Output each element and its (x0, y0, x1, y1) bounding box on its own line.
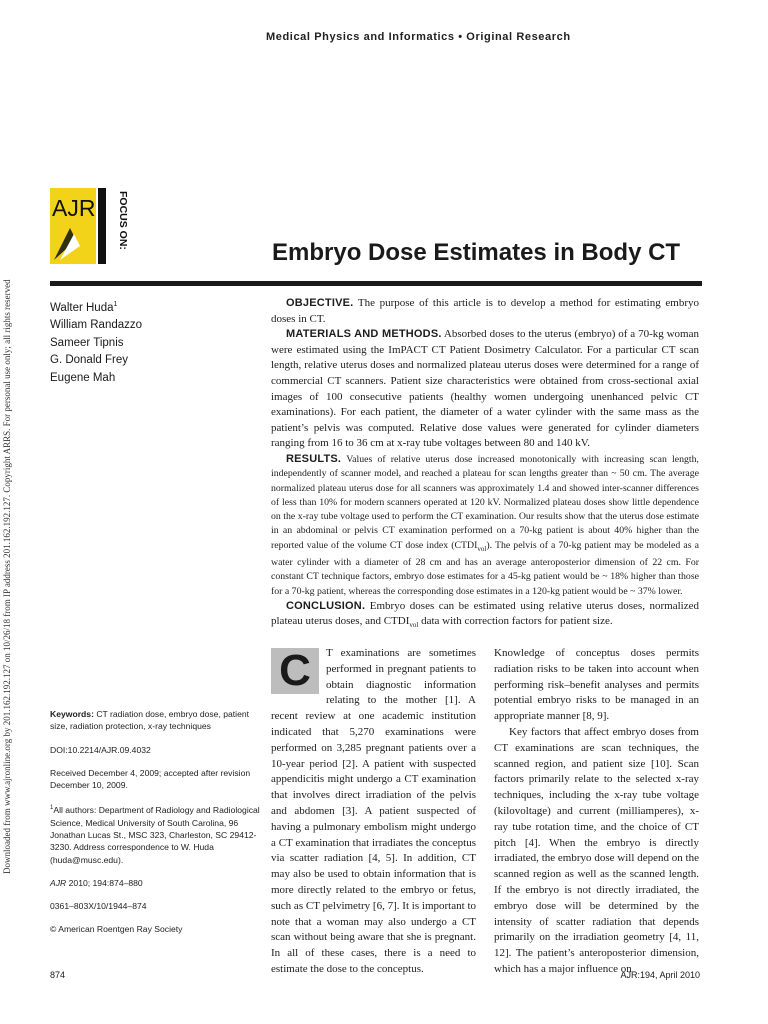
title-rule (50, 281, 702, 286)
issue-label: AJR:194, April 2010 (620, 970, 700, 980)
body-paragraph: Knowledge of conceptus doses permits radiation risks to be taken into account when performing risk–benefit analyses and permits potential embryo risks to be managed in an appropriate manner [8, 9]. (494, 647, 699, 723)
drop-cap: C (271, 648, 319, 694)
download-watermark (2, 158, 14, 874)
received-date: Received December 4, 2009; accepted after revision December 10, 2009. (50, 767, 251, 791)
abstract (271, 296, 699, 634)
author-list (50, 296, 250, 387)
body-paragraph: T examinations are sometimes performed in pregnant patients to obtain diagnostic information relating to the mother [1]. A recent review at one academic institution indicated that 5,270 examinations were performed on 3,285 pregnant patients over a 10-year period [2]. A patient with suspected appendicitis might undergo a CT examination that involves direct irradiation of the pelvis and abdomen [3]. A patient suspected of having a pulmonary embolism might undergo a CT examination that irradiates the conceptus via scatter radiation [4, 5]. In addition, CT may also be used to obtain information that is more directly related to the embryo or fetus, such as CT pelvimetry [6, 7]. It is important to note that a woman may also undergo a CT scan without being aware that she is pregnant. In all of these cases, there is a need to estimate the dose to the conceptus. (271, 647, 476, 975)
author: William Randazzo (50, 319, 143, 332)
body-paragraph: Key factors that affect embryo doses from CT examinations are scan techniques, the scanned region, and patient size [10]. Scan factors primarily relate to the selected x-ray techniques, including the x-ray tube voltage (kilovoltage) and current (milliamperes), x-ray tube rotation time, and the choice of CT pitch [4]. When the embryo is directly irradiated, the embryo dose will depend on the scanned region as well as the scanned length. If the embryo is not directly irradiated, the embryo dose will be determined by the intensity of scatter radiation that depends primarily on the irradiation geometry [4, 11, 12]. The patient’s anteroposterior dimension, which has a major influence on (494, 725, 699, 975)
abstract-conclusion: CONCLUSION. Embryo doses can be estimated using relative uterus doses, normalized plateau uterus doses, and $CTDI_{vol}$ data with correction factors for patient size. (271, 599, 699, 630)
author: Walter Huda$^1$ (50, 301, 118, 314)
section-label: Medical Physics and Informatics • Original Research (266, 31, 571, 43)
logo-black-bar (98, 188, 106, 264)
ajr-logo-icon (50, 188, 129, 264)
article-title: Embryo Dose Estimates in Body CT (272, 239, 681, 266)
author: Eugene Mah (50, 371, 116, 384)
abstract-methods: MATERIALS AND METHODS. Absorbed doses to the uterus (embryo) of a 70-kg woman were estimated using the ImPACT CT Patient Dosimetry Calculator. For a particular CT scan length, relative uterus doses and normalized plateau uterus doses were determined for a range of commercial CT scanners. Patient size characteristics were obtained from cross-sectional axial images of 100 consecutive patients (healthy women undergoing unenhanced pelvic CT examinations). For each patient, the diameter of a water cylinder with the same mass as the patient’s pelvis was computed. Relative dose values were generated for cylinder diameters ranging from 16 to 36 cm at x-ray tube voltages between 80 and 140 kV. (271, 328, 699, 450)
issn: 0361–803X/10/1944–874 (50, 901, 147, 912)
affiliation: $^1$All authors: Department of Radiology and Radiological Science, Medical University of South Carolina, 96 Jonathan Lucas St., MSC 323, Charleston, SC 29412-3230. Address correspondence to W. Huda (huda@musc.edu). (50, 805, 260, 865)
journal-logo (50, 188, 129, 264)
logo-text: AJR (52, 195, 96, 221)
abstract-results: RESULTS. Values of relative uterus dose increased monotonically with increasing scan length, independently of scanner model, and reached a plateau for scan lengths greater than ~ 50 cm. The average normalized plateau uterus dose for all scanners was approximately 1.4 and showed inter-scanner differences of less than 10% for modern scanners operated at 120 kV. Normalized plateau doses show little dependence on the x-ray tube voltage used to perform the CT examination. Our results show that the uterus dose estimate in an abdominal or pelvis CT examination performed on a 70-kg patient is about 40% higher than the reported value of the volume CT dose index $(CTDI_{vol})$. The pelvis of a 70-kg patient may be modeled as a water cylinder with a diameter of 28 cm and has an average anteroposterior dimension of 22 cm. For constant CT technique factors, embryo dose estimates for a 45-kg patient would be ~ 18% higher than those for a 70-kg patient, whereas the corresponding dose estimates in a 120-kg patient would be ~ 37% lower. (271, 452, 699, 597)
author: G. Donald Frey (50, 354, 128, 367)
body-column-2 (494, 646, 699, 978)
body-column-1 (271, 646, 476, 978)
doi: DOI:10.2214/AJR.09.4032 (50, 744, 151, 755)
page-number: 874 (50, 970, 66, 980)
article-metadata (50, 708, 260, 947)
copyright: © American Roentgen Ray Society (50, 924, 183, 935)
citation: AJR 2010; 194:874–880 (50, 877, 143, 888)
abstract-objective: OBJECTIVE. The purpose of this article is to develop a method for estimating embryo doses in CT. (271, 297, 699, 325)
author: Sameer Tipnis (50, 336, 124, 349)
watermark-text: Downloaded from www.ajronline.org by 201.162.192.127 on 10/26/18 from IP address 201.162.192.127. Copyright ARRS. For personal use only; all rights reserved (2, 279, 12, 874)
logo-tagline: FOCUS ON: (117, 191, 129, 250)
keywords: Keywords: CT radiation dose, embryo dose, patient size, radiation protection, x-ray techniques (50, 709, 250, 732)
